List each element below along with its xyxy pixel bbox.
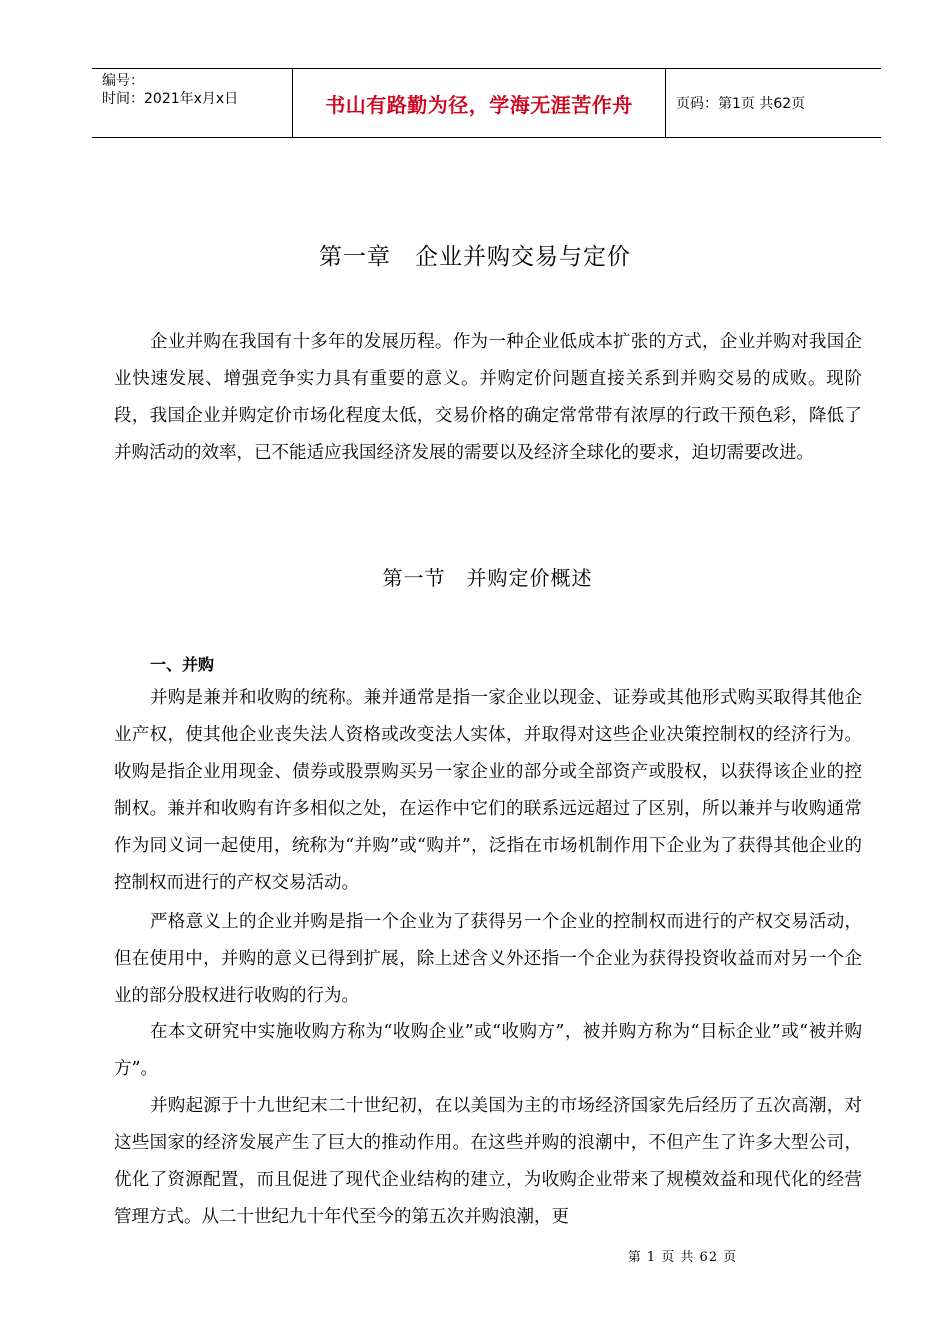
page-header [92,68,881,138]
doc-number-label: 编号： [102,73,144,89]
body-paragraph: 并购是兼并和收购的统称。兼并通常是指一家企业以现金、证券或其他形式购买取得其他企业产权，使其他企业丧失法人资格或改变法人实体，并取得对这些企业决策控制权的经济行为。收购是指企业用现金、债券或股票购买另一家企业的部分或全部资产或股权，以获得该企业的控制权。兼并和收购有许多相似之处，在运作中它们的联系远远超过了区别，所以兼并与收购通常作为同义词一起使用，统称为“并购”或“购并”，泛指在市场机制作用下企业为了获得其他企业的控制权而进行的产权交易活动。 [114,688,862,893]
header-meta-cell [92,69,293,137]
subsection-title: 一、并购 [150,655,215,674]
page-footer: 第 1 页 共 62 页 [627,1250,738,1265]
header-motto: 书山有路勤为径，学海无涯苦作舟 [293,69,666,137]
chapter-title: 第一章 企业并购交易与定价 [319,244,631,270]
body-paragraph: 严格意义上的企业并购是指一个企业为了获得另一个企业的控制权而进行的产权交易活动，但在使用中，并购的意义已得到扩展，除上述含义外还指一个企业为获得投资收益而对另一个企业的部分股权进行收购的行为。 [114,912,862,1006]
body-paragraph: 并购起源于十九世纪末二十世纪初，在以美国为主的市场经济国家先后经历了五次高潮，对这些国家的经济发展产生了巨大的推动作用。在这些并购的浪潮中，不但产生了许多大型公司，优化了资源配置，而且促进了现代企业结构的建立，为收购企业带来了规模效益和现代化的经营管理方式。从二十世纪九十年代至今的第五次并购浪潮，更 [114,1096,862,1227]
intro-paragraph: 企业并购在我国有十多年的发展历程。作为一种企业低成本扩张的方式，企业并购对我国企业快速发展、增强竞争实力具有重要的意义。并购定价问题直接关系到并购交易的成败。现阶段，我国企业并购定价市场化程度太低，交易价格的确定常常带有浓厚的行政干预色彩，降低了并购活动的效率，已不能适应我国经济发展的需要以及经济全球化的要求，迫切需要改进。 [114,332,862,463]
body-paragraph: 在本文研究中实施收购方称为“收购企业”或“收购方”，被并购方称为“目标企业”或“被并购方”。 [114,1022,862,1079]
section-title: 第一节 并购定价概述 [382,566,593,590]
header-page-info: 页码：第1页 共62页 [676,96,806,112]
doc-time-label: 时间：2021年x月x日 [102,91,239,107]
